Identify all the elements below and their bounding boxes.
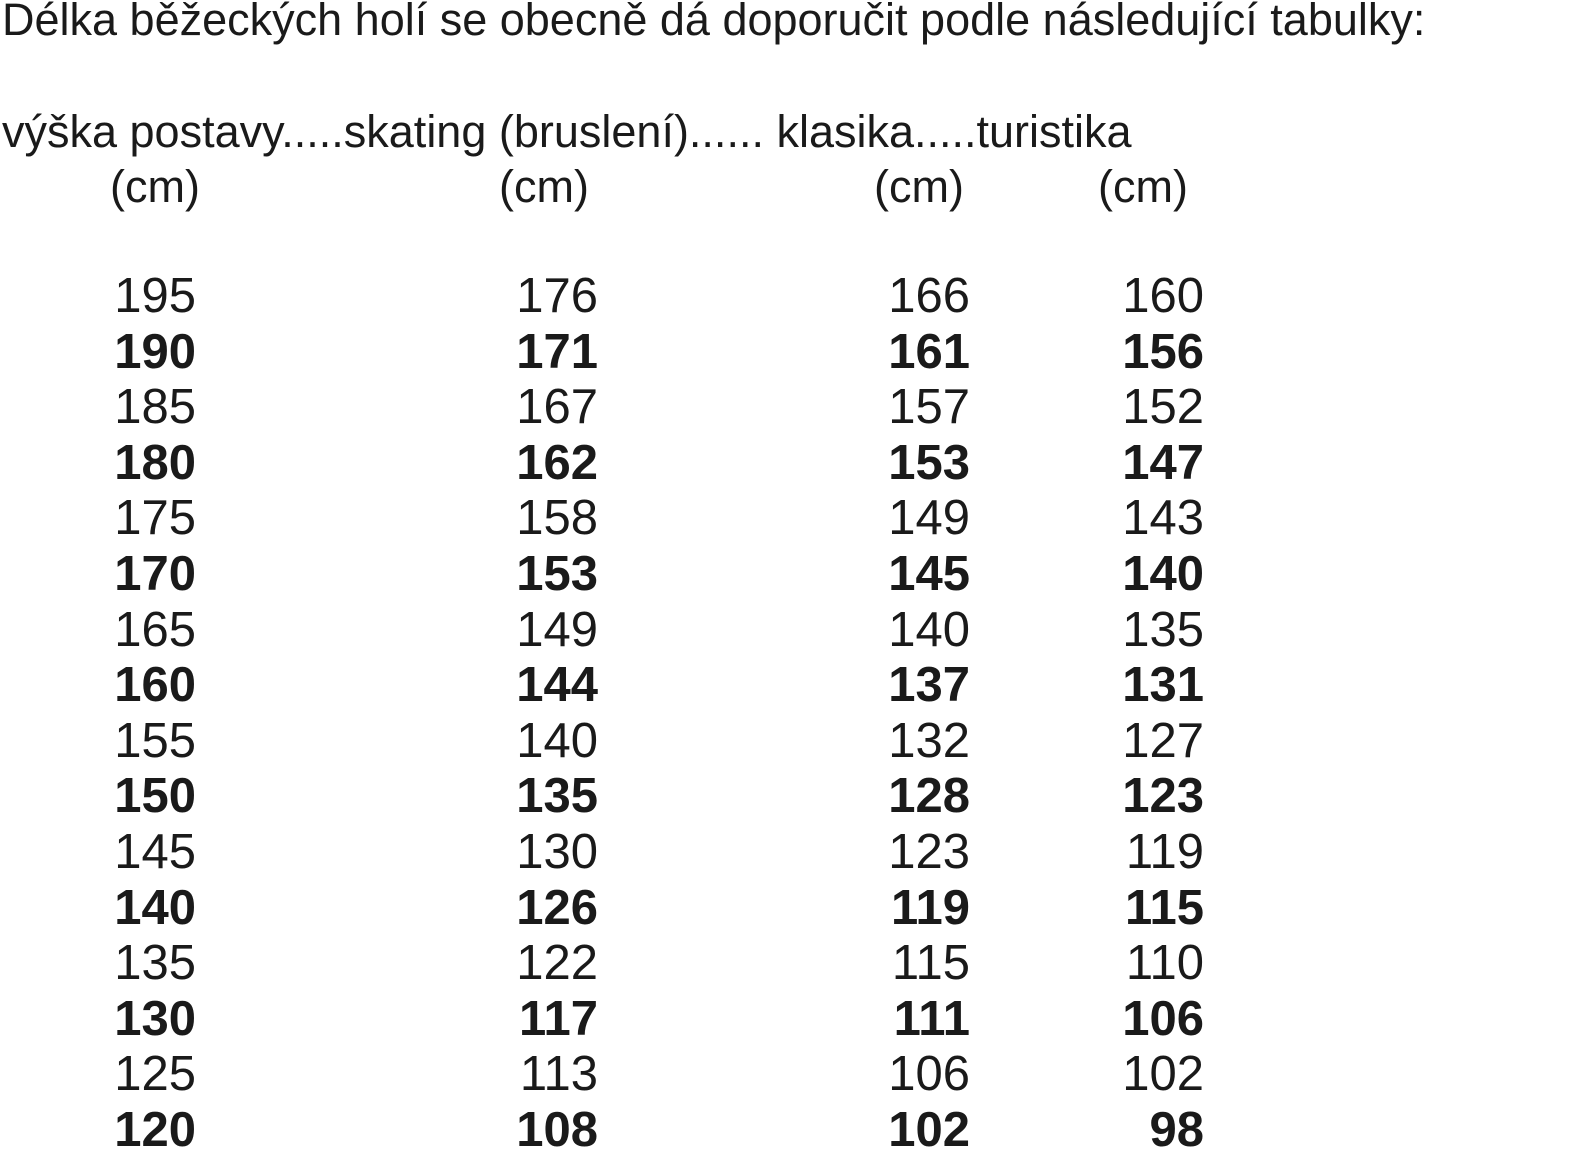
table-row bbox=[0, 435, 1576, 491]
table-row bbox=[0, 880, 1576, 936]
classic-cell: 106 bbox=[888, 1047, 970, 1102]
table-row bbox=[0, 268, 1576, 324]
table-row bbox=[0, 768, 1576, 824]
skating-cell: 149 bbox=[516, 602, 598, 657]
touring-cell: 106 bbox=[1122, 991, 1204, 1046]
table-row bbox=[0, 935, 1576, 991]
table-row bbox=[0, 379, 1576, 435]
classic-cell: 123 bbox=[888, 824, 970, 879]
touring-cell: 119 bbox=[1125, 824, 1204, 879]
skating-cell: 158 bbox=[516, 491, 598, 546]
table-row bbox=[0, 324, 1576, 380]
classic-cell: 157 bbox=[888, 380, 970, 435]
classic-cell: 137 bbox=[888, 658, 970, 713]
height-cell: 180 bbox=[114, 435, 196, 490]
touring-cell: 115 bbox=[1124, 880, 1204, 935]
height-cell: 155 bbox=[114, 713, 196, 768]
height-cell: 120 bbox=[114, 1102, 196, 1157]
table-row bbox=[0, 1102, 1576, 1158]
classic-cell: 128 bbox=[888, 769, 970, 824]
height-cell: 175 bbox=[114, 491, 196, 546]
touring-cell: 156 bbox=[1122, 324, 1204, 379]
classic-cell: 166 bbox=[888, 269, 970, 323]
skating-cell: 117 bbox=[518, 991, 598, 1046]
touring-cell: 147 bbox=[1122, 435, 1204, 490]
table-row bbox=[0, 713, 1576, 769]
skating-cell: 144 bbox=[516, 658, 598, 713]
classic-cell: 145 bbox=[888, 546, 970, 601]
table-header-line: výška postavy.....skating (bruslení)...... klasika.....turistika bbox=[2, 106, 1132, 157]
skating-unit-label: (cm) bbox=[499, 161, 589, 212]
height-cell: 150 bbox=[114, 769, 196, 824]
table-row bbox=[0, 657, 1576, 713]
height-cell: 145 bbox=[114, 824, 196, 879]
height-cell: 170 bbox=[114, 546, 196, 601]
height-cell: 195 bbox=[114, 269, 196, 323]
height-cell: 190 bbox=[114, 324, 196, 379]
touring-cell: 127 bbox=[1122, 713, 1204, 768]
height-cell: 165 bbox=[114, 602, 196, 657]
skating-cell: 108 bbox=[516, 1102, 598, 1157]
table-row bbox=[0, 490, 1576, 546]
table-row bbox=[0, 1046, 1576, 1102]
intro-text: Délka běžeckých holí se obecně dá doporučit podle následující tabulky: bbox=[2, 0, 1426, 45]
height-cell: 135 bbox=[114, 936, 196, 991]
skating-cell: 167 bbox=[516, 380, 598, 435]
classic-cell: 102 bbox=[888, 1102, 970, 1157]
touring-cell: 152 bbox=[1122, 380, 1204, 435]
skating-cell: 113 bbox=[519, 1047, 598, 1102]
touring-cell: 135 bbox=[1122, 602, 1204, 657]
table-row bbox=[0, 602, 1576, 658]
touring-cell: 110 bbox=[1125, 936, 1204, 991]
height-cell: 160 bbox=[114, 658, 196, 713]
height-cell: 130 bbox=[114, 991, 196, 1046]
touring-cell: 131 bbox=[1122, 658, 1204, 713]
skating-cell: 130 bbox=[516, 824, 598, 879]
table-row bbox=[0, 824, 1576, 880]
height-unit-label: (cm) bbox=[110, 161, 200, 212]
skating-cell: 135 bbox=[516, 769, 598, 824]
classic-cell: 115 bbox=[891, 936, 970, 991]
touring-cell: 123 bbox=[1122, 769, 1204, 824]
classic-cell: 161 bbox=[888, 324, 970, 379]
touring-unit-label: (cm) bbox=[1098, 161, 1188, 212]
skating-cell: 176 bbox=[516, 269, 598, 323]
skating-cell: 126 bbox=[516, 880, 598, 935]
classic-cell: 140 bbox=[888, 602, 970, 657]
height-cell: 140 bbox=[114, 880, 196, 935]
touring-cell: 102 bbox=[1122, 1047, 1204, 1102]
classic-cell: 153 bbox=[888, 435, 970, 490]
height-cell: 185 bbox=[114, 380, 196, 435]
classic-cell: 111 bbox=[893, 991, 970, 1046]
skating-cell: 162 bbox=[516, 435, 598, 490]
skating-cell: 171 bbox=[516, 324, 598, 379]
skating-cell: 122 bbox=[516, 936, 598, 991]
classic-unit-label: (cm) bbox=[874, 161, 964, 212]
table-row bbox=[0, 546, 1576, 602]
touring-cell: 140 bbox=[1122, 546, 1204, 601]
skating-cell: 153 bbox=[516, 546, 598, 601]
height-cell: 125 bbox=[114, 1047, 196, 1102]
classic-cell: 132 bbox=[888, 713, 970, 768]
touring-cell: 143 bbox=[1122, 491, 1204, 546]
touring-cell: 160 bbox=[1122, 269, 1204, 323]
skating-cell: 140 bbox=[516, 713, 598, 768]
table-row bbox=[0, 991, 1576, 1047]
classic-cell: 149 bbox=[888, 491, 970, 546]
classic-cell: 119 bbox=[890, 880, 970, 935]
touring-cell: 98 bbox=[1149, 1102, 1204, 1157]
pole-length-table bbox=[0, 268, 1576, 1158]
